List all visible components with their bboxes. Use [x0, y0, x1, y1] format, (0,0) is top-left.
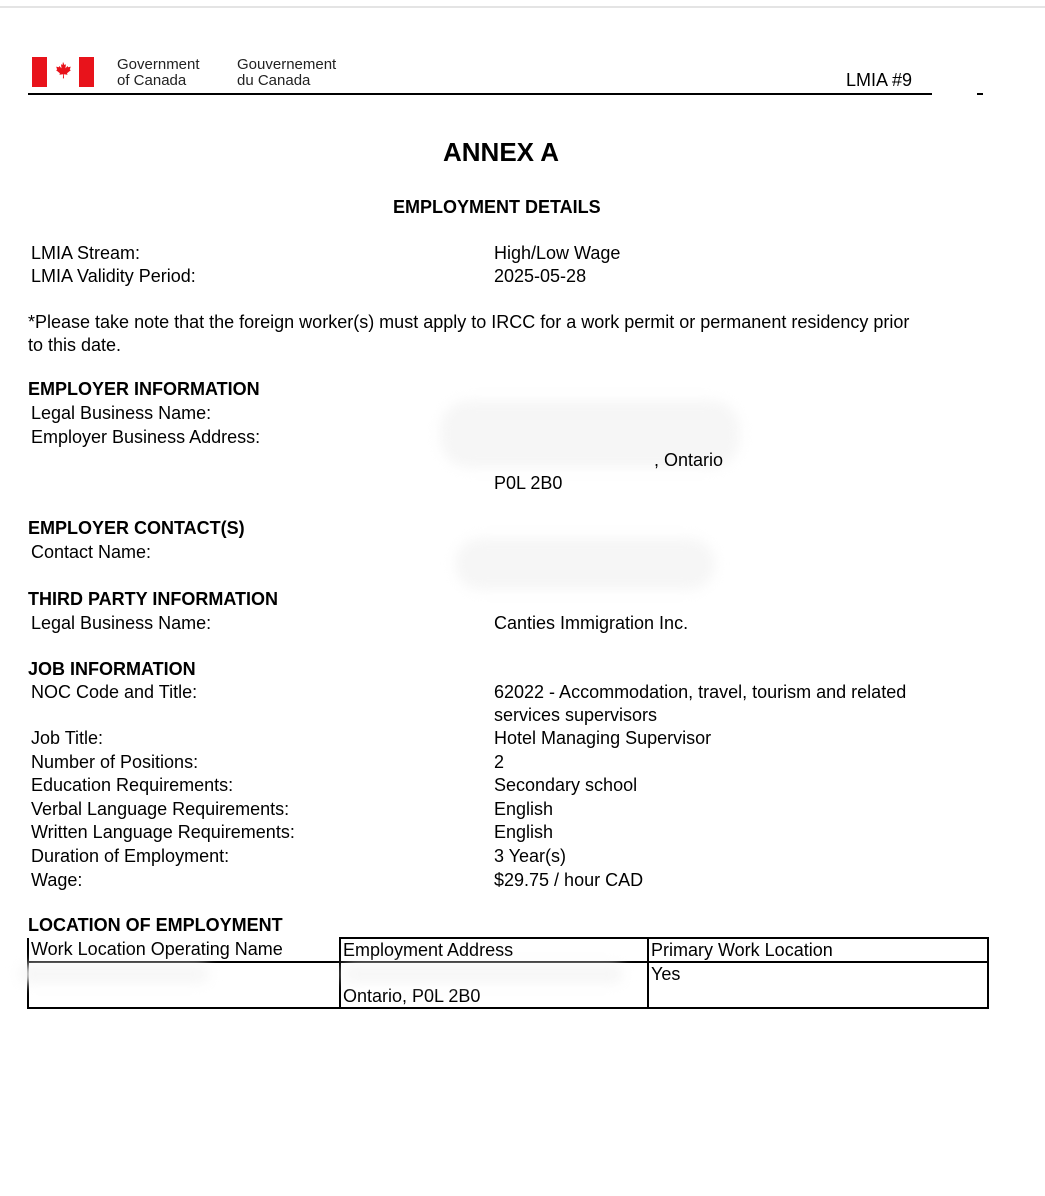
- job-row-label: Verbal Language Requirements:: [31, 799, 290, 819]
- header-divider: [28, 93, 932, 95]
- table-row: [28, 962, 988, 1008]
- redacted-contact-name: [455, 538, 715, 590]
- operating-name-cell: [28, 962, 340, 1008]
- gov-fr-line1: Gouvernement: [237, 56, 337, 73]
- table-header-row: [28, 938, 988, 962]
- primary-location-cell: Yes: [648, 962, 988, 1008]
- column-header: Employment Address: [340, 938, 648, 962]
- job-row-value: $29.75 / hour CAD: [494, 870, 644, 890]
- address-line2: Ontario, P0L 2B0: [343, 986, 481, 1006]
- contacts-heading: EMPLOYER CONTACT(S): [28, 518, 245, 538]
- gov-en-line1: Government: [117, 56, 200, 73]
- redacted-address-line1: [343, 965, 623, 983]
- lmia-number: LMIA #9: [846, 70, 913, 90]
- redacted-operating-name: [19, 965, 209, 983]
- job-row-label: Job Title:: [31, 728, 104, 748]
- employer-address-label: Employer Business Address:: [31, 427, 261, 447]
- third-party-legal-name-value: Canties Immigration Inc.: [494, 613, 689, 633]
- job-row-value: Hotel Managing Supervisor: [494, 728, 712, 748]
- job-row-label: Written Language Requirements:: [31, 822, 295, 842]
- noc-value-line2: services supervisors: [494, 705, 658, 725]
- contact-name-label: Contact Name:: [31, 542, 152, 562]
- lmia-validity-label: LMIA Validity Period:: [31, 266, 196, 286]
- column-header: Primary Work Location: [648, 938, 988, 962]
- third-party-heading: THIRD PARTY INFORMATION: [28, 589, 278, 609]
- noc-value-line1: 62022 - Accommodation, travel, tourism and related: [494, 682, 907, 702]
- job-row-label: Wage:: [31, 870, 83, 890]
- employer-legal-name-label: Legal Business Name:: [31, 403, 212, 423]
- job-row-value: 2: [494, 752, 505, 772]
- canada-flag-icon: [32, 57, 94, 87]
- noc-label: NOC Code and Title:: [31, 682, 198, 702]
- employer-address-partial: , Ontario: [654, 450, 724, 470]
- job-row-value: English: [494, 822, 554, 842]
- employer-heading: EMPLOYER INFORMATION: [28, 379, 260, 399]
- lmia-stream-value: High/Low Wage: [494, 243, 621, 263]
- job-heading: JOB INFORMATION: [28, 659, 196, 679]
- gov-en-line2: of Canada: [117, 72, 187, 89]
- location-table: [27, 937, 989, 1009]
- note-line2: to this date.: [28, 335, 122, 355]
- third-party-legal-name-label: Legal Business Name:: [31, 613, 212, 633]
- job-row-label: Duration of Employment:: [31, 846, 230, 866]
- job-row-label: Number of Positions:: [31, 752, 199, 772]
- lmia-stream-label: LMIA Stream:: [31, 243, 141, 263]
- job-row-value: English: [494, 799, 554, 819]
- job-row-value: Secondary school: [494, 775, 638, 795]
- page-title: ANNEX A: [443, 137, 560, 167]
- page-subtitle: EMPLOYMENT DETAILS: [393, 197, 601, 217]
- gov-fr-line2: du Canada: [237, 72, 311, 89]
- note-line1: *Please take note that the foreign worker(s) must apply to IRCC for a work permit or permanent residency prior: [28, 312, 910, 332]
- job-row-label: Education Requirements:: [31, 775, 234, 795]
- employment-address-cell: [340, 962, 648, 1008]
- location-heading: LOCATION OF EMPLOYMENT: [28, 915, 283, 935]
- column-header: Work Location Operating Name: [28, 938, 340, 962]
- header-divider-end: [977, 93, 983, 95]
- top-border: [0, 6, 1045, 8]
- job-row-value: 3 Year(s): [494, 846, 567, 866]
- employer-postal-code: P0L 2B0: [494, 473, 563, 493]
- lmia-validity-value: 2025-05-28: [494, 266, 587, 286]
